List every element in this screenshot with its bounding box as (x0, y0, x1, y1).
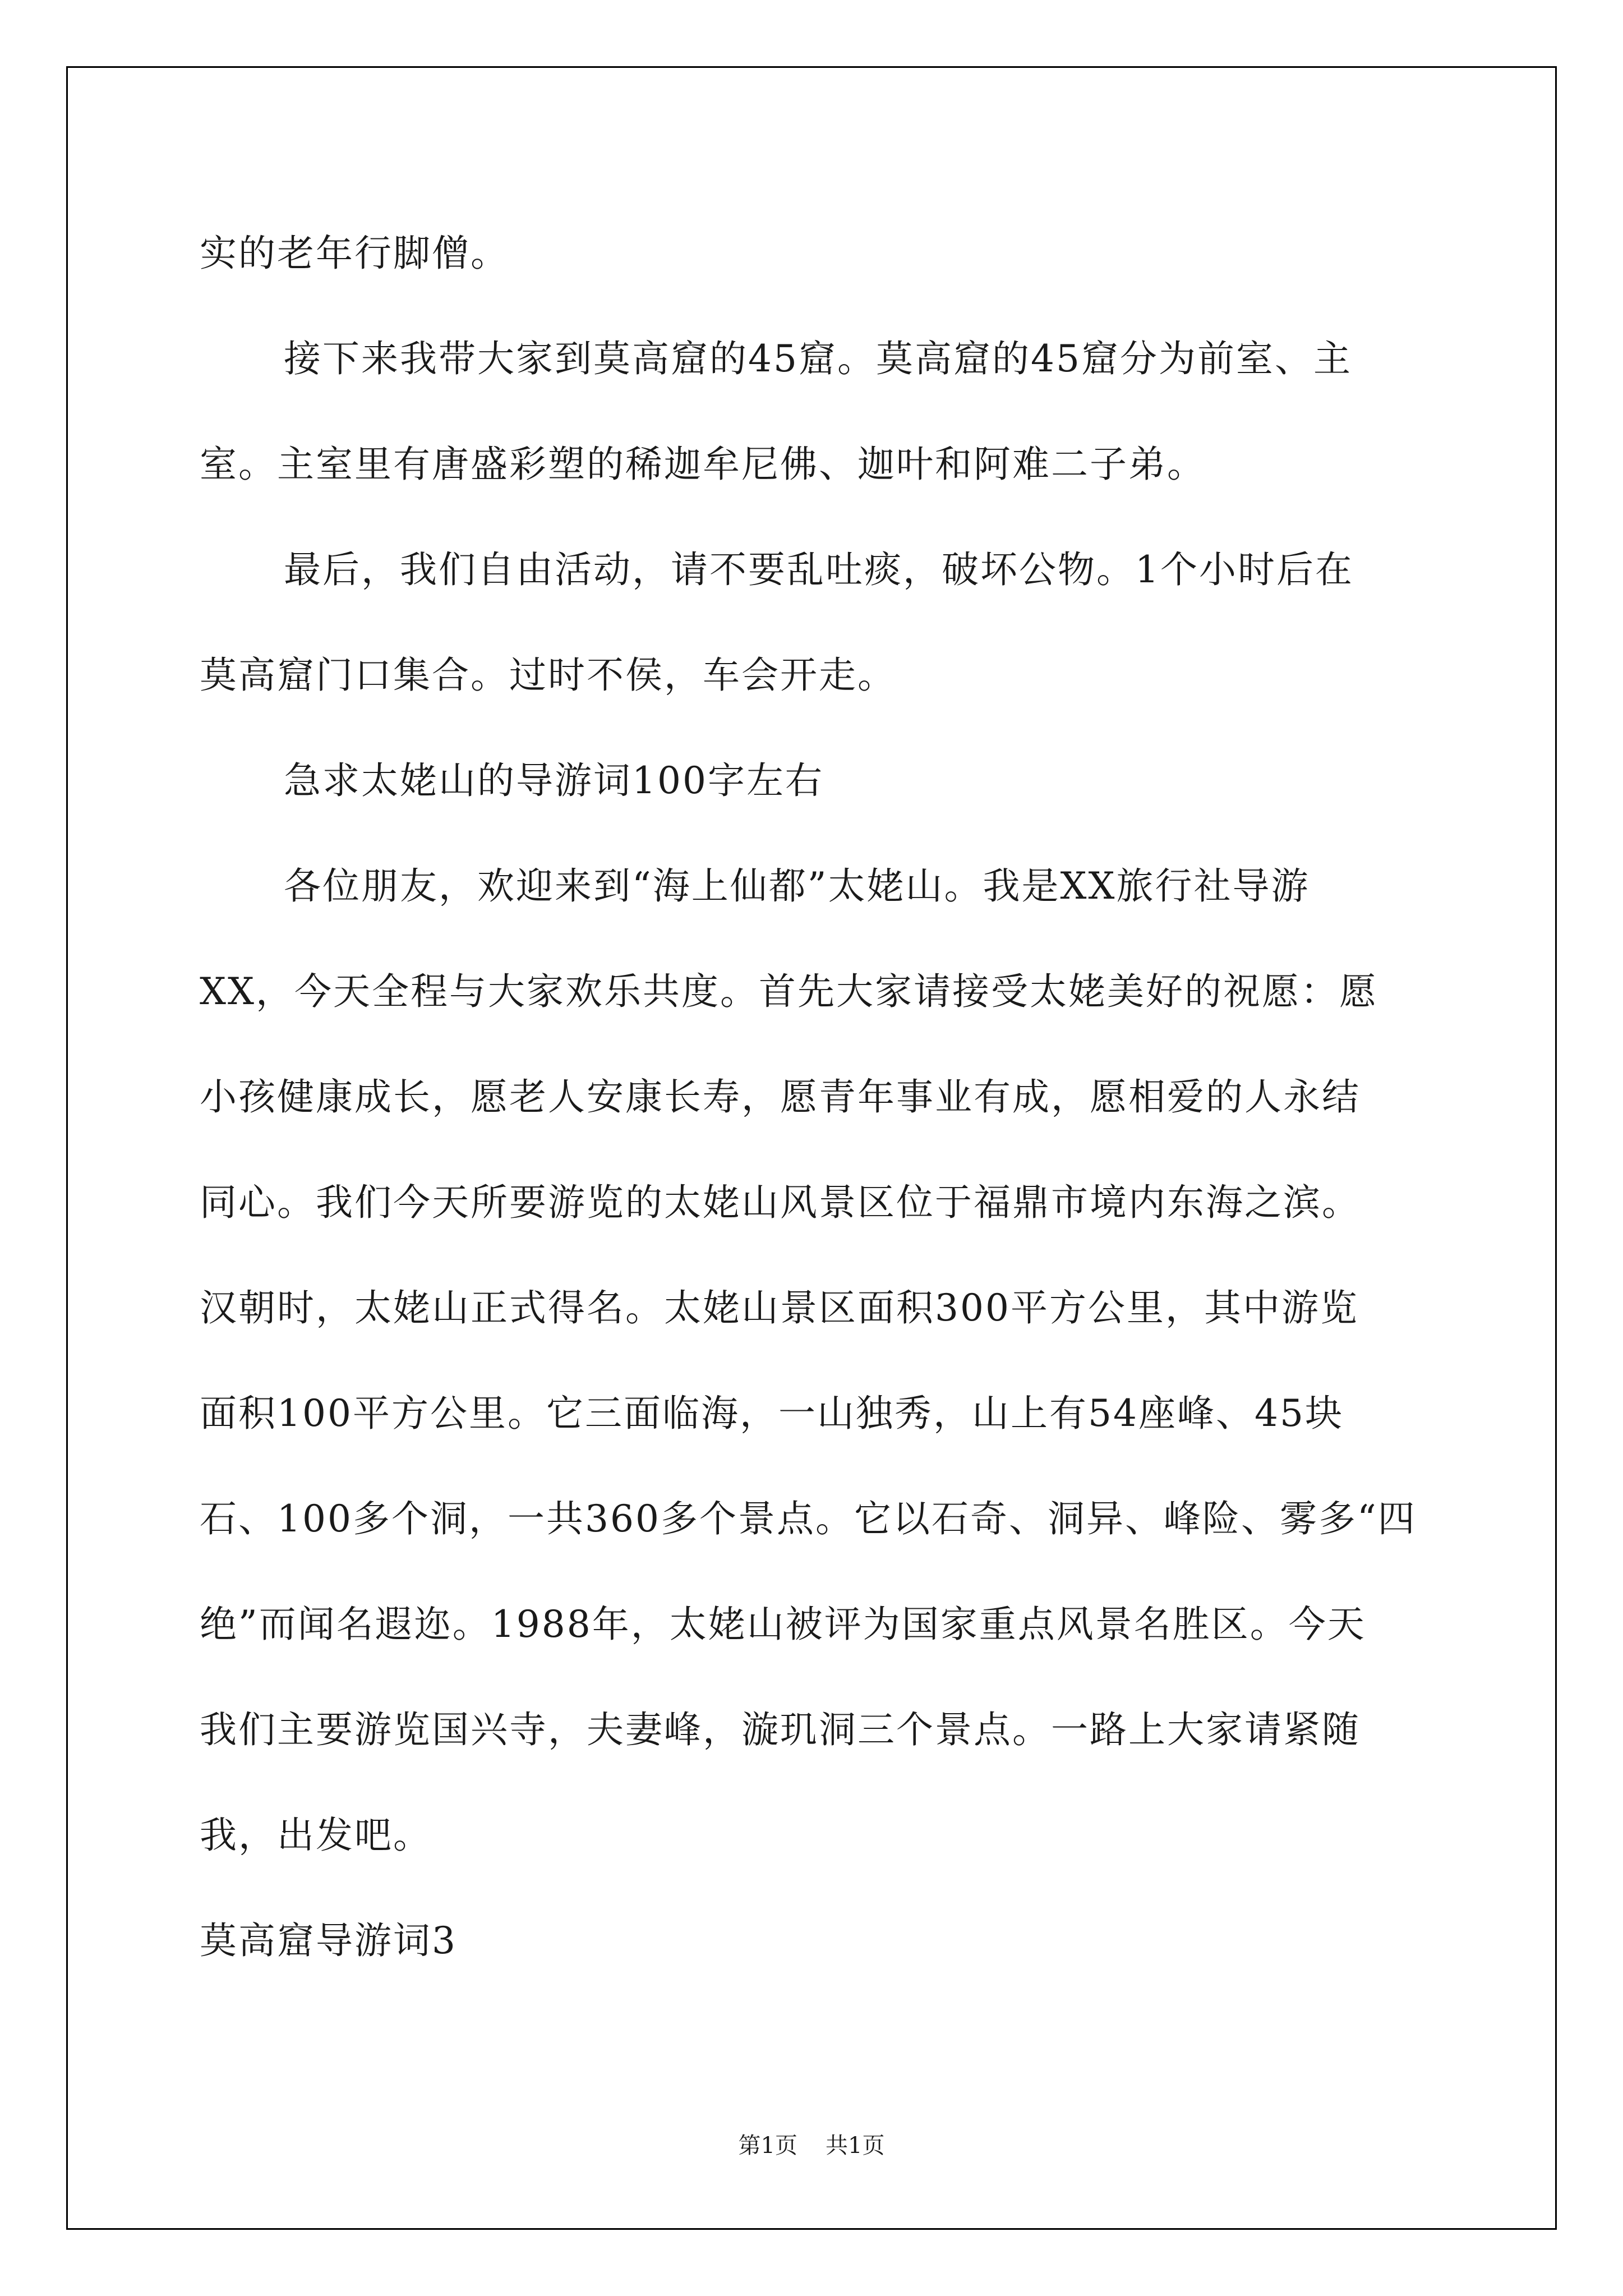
text-line: 我们主要游览国兴寺，夫妻峰，漩玑洞三个景点。一路上大家请紧随 (200, 1708, 1361, 1751)
text-line: 同心。我们今天所要游览的太姥山风景区位于福鼎市境内东海之滨。 (200, 1181, 1361, 1224)
text-line: 莫高窟门口集合。过时不侯，车会开走。 (200, 654, 896, 697)
text-line: 汉朝时，太姥山正式得名。太姥山景区面积300平方公里，其中游览 (200, 1286, 1359, 1329)
text-line: 最后，我们自由活动，请不要乱吐痰，破坏公物。1个小时后在 (284, 548, 1354, 591)
text-line: 接下来我带大家到莫高窟的45窟。莫高窟的45窟分为前室、主 (284, 337, 1352, 380)
section-heading: 急求太姥山的导游词100字左右 (284, 759, 824, 802)
text-line: 绝”而闻名遐迩。1988年，太姥山被评为国家重点风景名胜区。今天 (200, 1603, 1366, 1646)
text-line: 小孩健康成长，愿老人安康长寿，愿青年事业有成，愿相爱的人永结 (200, 1075, 1361, 1119)
page-footer (0, 2129, 1623, 2162)
text-line: 我，出发吧。 (200, 1814, 432, 1857)
text-line: 石、100多个洞，一共360多个景点。它以石奇、洞异、峰险、雾多“四 (200, 1497, 1417, 1540)
section-heading: 莫高窟导游词3 (200, 1919, 457, 1962)
text-line: 实的老年行脚僧。 (200, 232, 509, 275)
text-line: 各位朋友，欢迎来到“海上仙都”太姥山。我是XX旅行社导游 (284, 864, 1310, 908)
page-total: 共1页 (826, 2133, 885, 2159)
text-line: 室。主室里有唐盛彩塑的稀迦牟尼佛、迦叶和阿难二子弟。 (200, 443, 1206, 486)
page-number: 第1页 (738, 2133, 797, 2159)
document-body (200, 201, 1428, 1994)
text-line: 面积100平方公里。它三面临海，一山独秀，山上有54座峰、45块 (200, 1392, 1344, 1435)
text-line: XX，今天全程与大家欢乐共度。首先大家请接受太姥美好的祝愿：愿 (200, 970, 1378, 1013)
